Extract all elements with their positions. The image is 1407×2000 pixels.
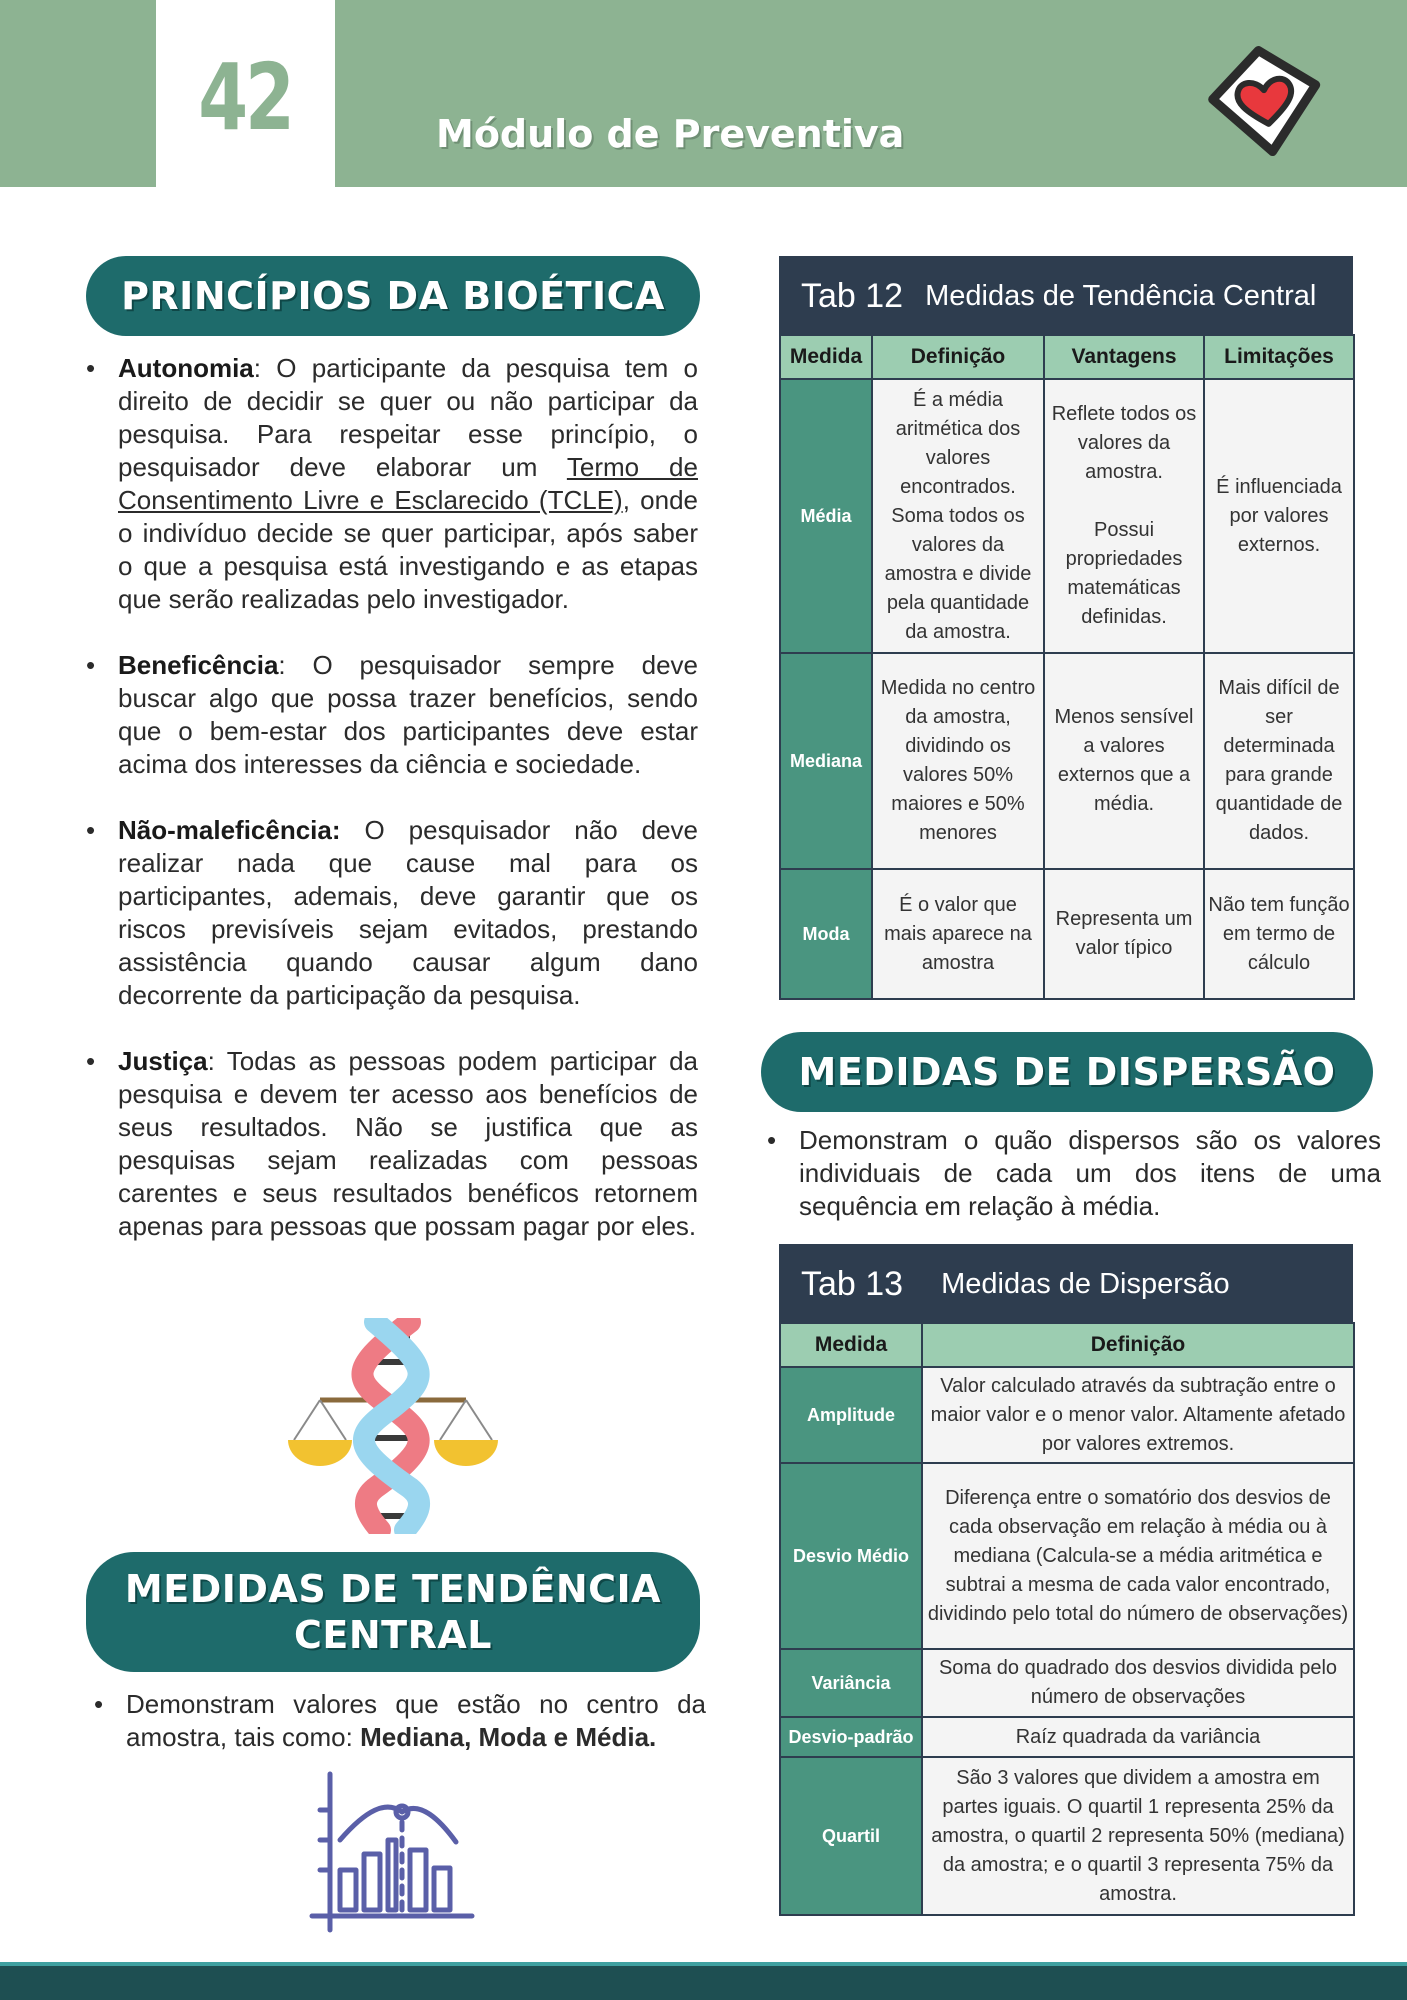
table-cell: Menos sensível a valores externos que a média. [1044, 653, 1204, 869]
tab13-title: Medidas de Dispersão [941, 1267, 1230, 1300]
row-label: Média [780, 379, 872, 653]
table-cell: Soma do quadrado dos desvios dividida pelo número de observações [922, 1649, 1354, 1717]
table-row [780, 1649, 1354, 1717]
table-cell: É a média aritmética dos valores encontrados. Soma todos os valores da amostra e divide pela quantidade da amostra. [872, 379, 1044, 653]
table-cell: São 3 valores que dividem a amostra em partes iguais. O quartil 1 representa 25% da amostra, o quartil 2 representa 50% (mediana) da amostra; e o quartil 3 representa 75% da amostra. [922, 1757, 1354, 1915]
row-label: Moda [780, 869, 872, 999]
row-label: Desvio-padrão [780, 1717, 922, 1757]
list-item: • Não-maleficência: O pesquisador não deve realizar nada que cause mal para os participantes, ademais, deve garantir que os riscos previsíveis sejam evitados, prestando assistência quando causar algum dano decorrente da participação da pesquisa. [78, 814, 698, 1012]
table-cell: Medida no centro da amostra, dividindo os valores 50% maiores e 50% menores [872, 653, 1044, 869]
central-tendency-title: MEDIDAS DE TENDÊNCIA CENTRAL [86, 1552, 700, 1672]
table-cell: É influenciada por valores externos. [1204, 379, 1354, 653]
central-tendency-list [86, 1688, 706, 1754]
list-item: • Demonstram o quão dispersos são os valores individuais de cada um dos itens de uma sequência em relação à média. [759, 1124, 1381, 1223]
column-header: Definição [872, 335, 1044, 379]
table-cell: Não tem função em termo de cálculo [1204, 869, 1354, 999]
table-cell: Reflete todos os valores da amostra. Possui propriedades matemáticas definidas. [1044, 379, 1204, 653]
tab13-header [779, 1244, 1353, 1324]
column-header: Vantagens [1044, 335, 1204, 379]
table-cell: Representa um valor típico [1044, 869, 1204, 999]
table-cell: É o valor que mais aparece na amostra [872, 869, 1044, 999]
footer-bar [0, 1966, 1407, 2000]
column-header: Limitações [1204, 335, 1354, 379]
column-header: Medida [780, 335, 872, 379]
row-label: Amplitude [780, 1367, 922, 1463]
table-cell: Mais difícil de ser determinada para grande quantidade de dados. [1204, 653, 1354, 869]
row-label: Mediana [780, 653, 872, 869]
row-label: Variância [780, 1649, 922, 1717]
dispersion-title: MEDIDAS DE DISPERSÃO [761, 1032, 1373, 1112]
table-row [780, 1463, 1354, 1649]
table-row [780, 869, 1354, 999]
distribution-chart-icon [306, 1770, 476, 1934]
dna-scale-icon [280, 1318, 506, 1534]
tab12-header [779, 256, 1353, 336]
tab12-table [779, 334, 1355, 1000]
term-justica: Justiça [118, 1046, 208, 1076]
table-row [780, 1717, 1354, 1757]
column-header: Definição [922, 1323, 1354, 1367]
list-item: • Autonomia: O participante da pesquisa tem o direito de decidir se quer ou não participar da pesquisa. Para respeitar esse princípio, o pesquisador deve elaborar um Termo de Consentimento Livre e Esclarecido (TCLE), onde o indivíduo decide se quer participar, após saber o que a pesquisa está investigando e as etapas que serão realizadas pelo investigador. [78, 352, 698, 616]
term-beneficencia: Beneficência [118, 650, 279, 680]
table-cell: Raíz quadrada da variância [922, 1717, 1354, 1757]
heart-card-icon [1196, 40, 1336, 170]
list-item: • Justiça: Todas as pessoas podem participar da pesquisa e devem ter acesso aos benefícios de seus resultados. Não se justifica que as pesquisas sejam realizadas com pessoas carentes e seus resultados benéficos retornem apenas para pessoas que possam pagar por eles. [78, 1045, 698, 1243]
dispersion-list [759, 1124, 1381, 1223]
list-item: • Demonstram valores que estão no centro da amostra, tais como: Mediana, Moda e Média. [86, 1688, 706, 1754]
page-number-box [156, 0, 335, 187]
table-cell: Valor calculado através da subtração entre o maior valor e o menor valor. Altamente afetado por valores extremos. [922, 1367, 1354, 1463]
tab12-title: Medidas de Tendência Central [925, 279, 1317, 312]
term-nao-maleficencia: Não-maleficência: [118, 815, 341, 845]
page-number: 42 [198, 44, 293, 151]
table-row [780, 1757, 1354, 1915]
tab13-number: Tab 13 [801, 1264, 904, 1303]
row-label: Quartil [780, 1757, 922, 1915]
term-autonomia: Autonomia [118, 353, 254, 383]
module-title: Módulo de Preventiva [436, 112, 905, 156]
list-item: • Beneficência: O pesquisador sempre deve buscar algo que possa trazer benefícios, sendo que o bem-estar dos participantes deve estar acima dos interesses da ciência e sociedade. [78, 649, 698, 781]
table-row [780, 379, 1354, 653]
column-header: Medida [780, 1323, 922, 1367]
tcle-link: Termo de Consentimento Livre e Esclarecido (TCLE) [118, 452, 698, 515]
table-row [780, 1367, 1354, 1463]
table-row [780, 653, 1354, 869]
bioethics-list [78, 352, 698, 1276]
bioethics-title: PRINCÍPIOS DA BIOÉTICA [86, 256, 700, 336]
table-cell: Diferença entre o somatório dos desvios de cada observação em relação à média ou à mediana (Calcula-se a média aritmética e subtrai a mesma de cada valor encontrado, dividindo pelo total do número de observações) [922, 1463, 1354, 1649]
row-label: Desvio Médio [780, 1463, 922, 1649]
tab13-table [779, 1322, 1355, 1916]
tab12-number: Tab 12 [801, 276, 904, 315]
